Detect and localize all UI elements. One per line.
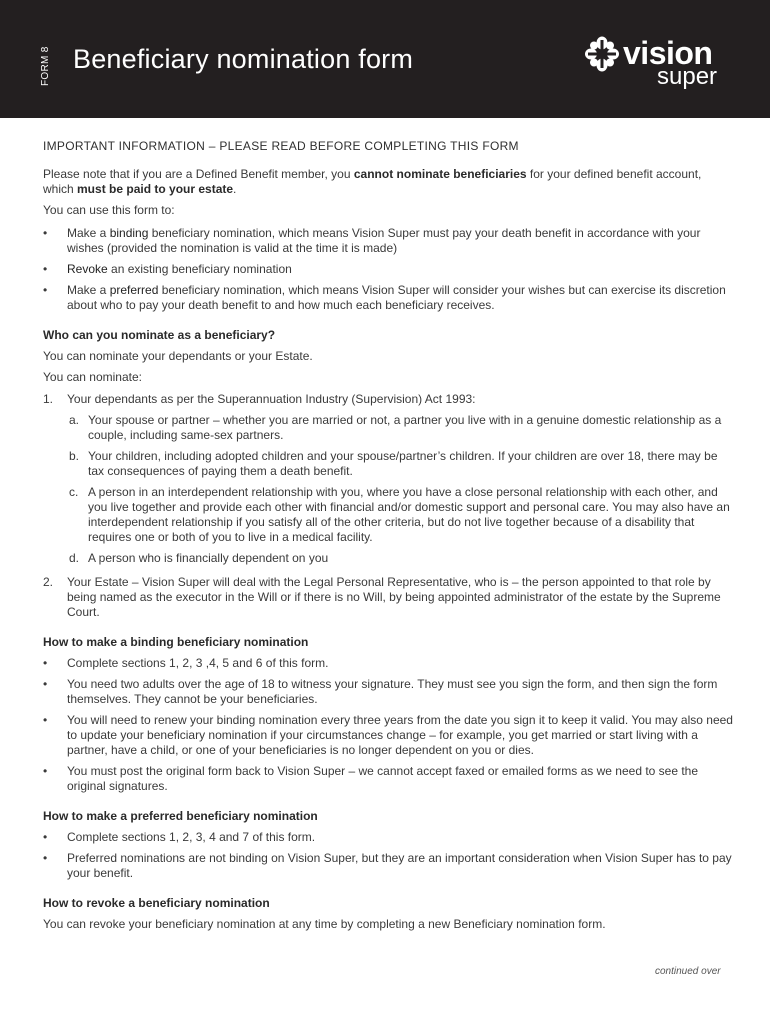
continued-over-note: continued over xyxy=(655,966,721,977)
bullet-text: beneficiary nomination, which means Vision Super will consider your wishes but can exercise its discretion about who to pay your death benefit to and how much each beneficiary receives. xyxy=(67,283,726,312)
numbered-item-2 xyxy=(43,575,733,620)
bullet-text: Complete sections 1, 2, 3, 4 and 7 of this form. xyxy=(67,830,316,844)
bullet-icon: • xyxy=(43,830,48,844)
list-item xyxy=(43,262,733,277)
lettered-item xyxy=(43,449,733,479)
lettered-item xyxy=(43,485,733,545)
form-number: FORM 8 xyxy=(40,46,51,86)
binding-nomination-heading: How to make a binding beneficiary nomination xyxy=(43,635,309,649)
bullet-keyword: preferred xyxy=(109,283,159,297)
bullet-icon: • xyxy=(43,851,48,865)
numbered-item-1 xyxy=(43,392,733,407)
bullet-icon: • xyxy=(43,226,48,240)
note-bold-1: cannot nominate beneficiaries xyxy=(353,167,527,181)
note-text-2: for your defined benefit account, which xyxy=(43,167,702,196)
list-item xyxy=(43,656,733,671)
bullet-text: an existing beneficiary nomination xyxy=(107,262,292,276)
bullet-text: Complete sections 1, 2, 3 ,4, 5 and 6 of this form. xyxy=(67,656,329,670)
list-item xyxy=(43,764,733,794)
lettered-item xyxy=(43,551,733,566)
item-letter: b. xyxy=(69,449,80,463)
item-text: Your Estate – Vision Super will deal with the Legal Personal Representative, who is – the person appointed to that role by being named as the executor in the Will or if there is no Will, by being appointed administrator of the estate by the Supreme Court. xyxy=(67,575,721,619)
bullet-text: You must post the original form back to Vision Super – we cannot accept faxed or emailed forms as we need to see the original signatures. xyxy=(67,764,699,793)
who-can-nominate-heading: Who can you nominate as a beneficiary? xyxy=(43,328,276,342)
item-text: Your spouse or partner – whether you are married or not, a partner you live with in a genuine domestic relationship as a couple, including same-sex partners. xyxy=(88,413,722,442)
list-item xyxy=(43,226,733,256)
bullet-keyword: Revoke xyxy=(67,262,108,276)
page-title: Beneficiary nomination form xyxy=(73,44,414,74)
item-text: Your children, including adopted children and your spouse/partner’s children. If your children are over 18, there may be tax consequences of paying them a death benefit. xyxy=(88,449,718,478)
item-text: Your dependants as per the Superannuation Industry (Supervision) Act 1993: xyxy=(67,392,476,406)
bullet-text: Make a xyxy=(67,283,110,297)
who-line-2: You can nominate: xyxy=(43,370,142,384)
list-item xyxy=(43,713,733,758)
item-letter: d. xyxy=(69,551,80,565)
preferred-nomination-heading: How to make a preferred beneficiary nomination xyxy=(43,809,318,823)
logo-word-super: super xyxy=(657,63,718,90)
list-item xyxy=(43,851,733,881)
page-header xyxy=(0,0,770,118)
use-form-intro: You can use this form to: xyxy=(43,203,175,217)
bullet-icon: • xyxy=(43,713,48,727)
defined-benefit-note xyxy=(43,167,733,197)
bullet-text: Make a xyxy=(67,226,110,240)
bullet-icon: • xyxy=(43,677,48,691)
bullet-icon: • xyxy=(43,764,48,778)
revoke-nomination-heading: How to revoke a beneficiary nomination xyxy=(43,896,270,910)
bullet-text: Preferred nominations are not binding on Vision Super, but they are an important consideration when Vision Super has to pay your benefit. xyxy=(67,851,732,880)
bullet-icon: • xyxy=(43,262,48,276)
list-item xyxy=(43,677,733,707)
bullet-text: You need two adults over the age of 18 to witness your signature. They must see you sign the form, and then sign the form themselves. They cannot be your beneficiaries. xyxy=(67,677,718,706)
form-body xyxy=(43,139,733,932)
cross-petal-logo-icon xyxy=(585,36,619,72)
bullet-keyword: binding xyxy=(109,226,149,240)
note-text-3: . xyxy=(233,182,237,196)
item-letter: c. xyxy=(69,485,79,499)
bullet-text: You will need to renew your binding nomination every three years from the date you sign it to keep it valid. You may also need to update your beneficiary nomination if your circumstances change – for example, you get married or start living with a partner, have a child, or one of your beneficiaries is no longer dependent on you or dies. xyxy=(67,713,733,757)
who-line-1: You can nominate your dependants or your Estate. xyxy=(43,349,313,363)
bullet-icon: • xyxy=(43,283,48,297)
vision-super-logo xyxy=(585,36,745,92)
list-item xyxy=(43,283,733,313)
item-number: 1. xyxy=(43,392,54,406)
bullet-icon: • xyxy=(43,656,48,670)
note-text-1: Please note that if you are a Defined Benefit member, you xyxy=(43,167,354,181)
note-bold-2: must be paid to your estate xyxy=(77,182,234,196)
important-information-heading: IMPORTANT INFORMATION – PLEASE READ BEFORE COMPLETING THIS FORM xyxy=(43,139,519,153)
revoke-text: You can revoke your beneficiary nomination at any time by completing a new Beneficiary nomination form. xyxy=(43,917,606,931)
item-text: A person who is financially dependent on you xyxy=(88,551,329,565)
lettered-item xyxy=(43,413,733,443)
bullet-text: beneficiary nomination, which means Vision Super must pay your death benefit in accordance with your wishes (provided the nomination is valid at the time it is made) xyxy=(67,226,701,255)
item-number: 2. xyxy=(43,575,54,589)
logo-word-vision: vision xyxy=(623,35,713,71)
list-item xyxy=(43,830,733,845)
item-letter: a. xyxy=(69,413,80,427)
item-text: A person in an interdependent relationship with you, where you have a close personal relationship with each other, and you live together and provide each other with financial and/or domestic support and personal care. You may also have an interdependent relationship if you satisfy all of the other criteria, but do not live together because of a disability that requires one or both of you to live in a medical facility. xyxy=(88,485,730,544)
